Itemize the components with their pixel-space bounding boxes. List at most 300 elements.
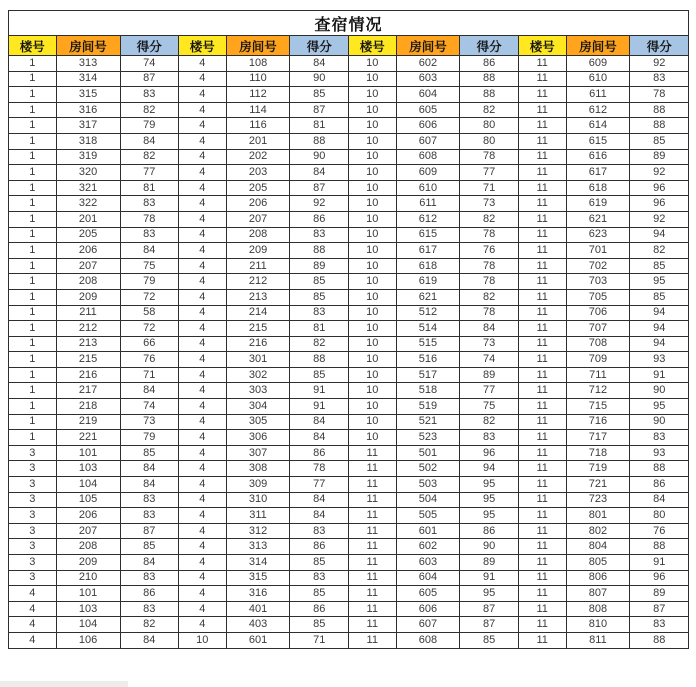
room-cell: 707 xyxy=(566,321,630,337)
score-cell: 83 xyxy=(120,492,178,508)
score-cell: 84 xyxy=(120,383,178,399)
building-cell: 11 xyxy=(518,149,566,165)
score-cell: 91 xyxy=(630,367,689,383)
room-cell: 808 xyxy=(566,601,630,617)
room-cell: 801 xyxy=(566,508,630,524)
room-cell: 307 xyxy=(226,445,290,461)
room-cell: 603 xyxy=(396,555,460,571)
score-cell: 96 xyxy=(460,445,518,461)
room-cell: 218 xyxy=(56,399,120,415)
room-cell: 603 xyxy=(396,71,460,87)
score-cell: 90 xyxy=(630,414,689,430)
building-cell: 1 xyxy=(9,321,57,337)
score-cell: 84 xyxy=(290,430,348,446)
room-cell: 810 xyxy=(566,617,630,633)
score-cell: 84 xyxy=(120,477,178,493)
score-cell: 81 xyxy=(290,118,348,134)
score-cell: 84 xyxy=(120,243,178,259)
room-cell: 209 xyxy=(226,243,290,259)
room-cell: 501 xyxy=(396,445,460,461)
room-cell: 718 xyxy=(566,445,630,461)
score-cell: 85 xyxy=(630,258,689,274)
score-cell: 76 xyxy=(630,523,689,539)
building-cell: 11 xyxy=(518,383,566,399)
building-cell: 4 xyxy=(178,352,226,368)
building-cell: 1 xyxy=(9,399,57,415)
room-cell: 502 xyxy=(396,461,460,477)
room-cell: 114 xyxy=(226,102,290,118)
score-cell: 86 xyxy=(630,477,689,493)
table-row xyxy=(9,56,689,72)
column-header-score: 得分 xyxy=(120,36,178,56)
table-row xyxy=(9,258,689,274)
room-cell: 201 xyxy=(226,133,290,149)
score-cell: 91 xyxy=(630,555,689,571)
score-cell: 94 xyxy=(630,336,689,352)
score-cell: 76 xyxy=(120,352,178,368)
building-cell: 10 xyxy=(348,399,396,415)
column-header-building: 楼号 xyxy=(348,36,396,56)
building-cell: 11 xyxy=(518,632,566,648)
building-cell: 11 xyxy=(518,258,566,274)
column-header-score: 得分 xyxy=(460,36,518,56)
score-cell: 84 xyxy=(120,461,178,477)
building-cell: 11 xyxy=(518,539,566,555)
score-cell: 91 xyxy=(460,570,518,586)
score-cell: 94 xyxy=(630,227,689,243)
room-cell: 206 xyxy=(56,243,120,259)
building-cell: 4 xyxy=(178,289,226,305)
room-cell: 216 xyxy=(226,336,290,352)
score-cell: 85 xyxy=(290,555,348,571)
building-cell: 1 xyxy=(9,367,57,383)
building-cell: 1 xyxy=(9,383,57,399)
room-cell: 221 xyxy=(56,430,120,446)
score-cell: 79 xyxy=(120,430,178,446)
room-cell: 619 xyxy=(566,196,630,212)
room-cell: 105 xyxy=(56,492,120,508)
score-cell: 85 xyxy=(290,87,348,103)
score-cell: 89 xyxy=(630,586,689,602)
score-cell: 88 xyxy=(290,243,348,259)
score-cell: 81 xyxy=(290,321,348,337)
score-cell: 83 xyxy=(120,570,178,586)
room-cell: 805 xyxy=(566,555,630,571)
building-cell: 11 xyxy=(518,586,566,602)
building-cell: 11 xyxy=(348,601,396,617)
room-cell: 617 xyxy=(566,165,630,181)
column-header-building: 楼号 xyxy=(518,36,566,56)
building-cell: 1 xyxy=(9,87,57,103)
score-cell: 82 xyxy=(120,149,178,165)
table-row xyxy=(9,383,689,399)
building-cell: 11 xyxy=(518,445,566,461)
building-cell: 10 xyxy=(348,414,396,430)
room-cell: 607 xyxy=(396,617,460,633)
table-row xyxy=(9,555,689,571)
room-cell: 606 xyxy=(396,601,460,617)
room-cell: 616 xyxy=(566,149,630,165)
room-cell: 306 xyxy=(226,430,290,446)
score-cell: 85 xyxy=(630,133,689,149)
building-cell: 10 xyxy=(178,632,226,648)
building-cell: 10 xyxy=(348,118,396,134)
room-cell: 217 xyxy=(56,383,120,399)
score-cell: 95 xyxy=(460,492,518,508)
room-cell: 602 xyxy=(396,539,460,555)
room-cell: 211 xyxy=(226,258,290,274)
room-cell: 614 xyxy=(566,118,630,134)
building-cell: 4 xyxy=(178,617,226,633)
building-cell: 11 xyxy=(518,133,566,149)
score-cell: 95 xyxy=(630,274,689,290)
building-cell: 4 xyxy=(178,555,226,571)
room-cell: 611 xyxy=(396,196,460,212)
building-cell: 10 xyxy=(348,149,396,165)
building-cell: 4 xyxy=(178,445,226,461)
building-cell: 4 xyxy=(178,383,226,399)
score-cell: 85 xyxy=(120,445,178,461)
room-cell: 312 xyxy=(226,523,290,539)
room-cell: 209 xyxy=(56,555,120,571)
room-cell: 201 xyxy=(56,211,120,227)
score-cell: 85 xyxy=(290,367,348,383)
score-cell: 85 xyxy=(290,289,348,305)
score-cell: 85 xyxy=(290,617,348,633)
building-cell: 4 xyxy=(178,508,226,524)
room-cell: 209 xyxy=(56,289,120,305)
building-cell: 10 xyxy=(348,133,396,149)
building-cell: 4 xyxy=(178,305,226,321)
building-cell: 4 xyxy=(9,601,57,617)
room-cell: 207 xyxy=(226,211,290,227)
score-cell: 92 xyxy=(630,211,689,227)
building-cell: 10 xyxy=(348,352,396,368)
column-header-room: 房间号 xyxy=(226,36,290,56)
room-cell: 207 xyxy=(56,523,120,539)
room-cell: 101 xyxy=(56,586,120,602)
score-cell: 92 xyxy=(630,165,689,181)
score-cell: 85 xyxy=(460,632,518,648)
building-cell: 3 xyxy=(9,492,57,508)
score-cell: 89 xyxy=(630,149,689,165)
score-cell: 79 xyxy=(120,118,178,134)
room-cell: 211 xyxy=(56,305,120,321)
score-cell: 87 xyxy=(630,601,689,617)
header-row xyxy=(9,36,689,56)
room-cell: 215 xyxy=(226,321,290,337)
room-cell: 322 xyxy=(56,196,120,212)
room-cell: 315 xyxy=(56,87,120,103)
score-cell: 95 xyxy=(460,586,518,602)
score-cell: 72 xyxy=(120,321,178,337)
building-cell: 4 xyxy=(9,586,57,602)
table-row xyxy=(9,352,689,368)
score-cell: 78 xyxy=(460,305,518,321)
score-cell: 92 xyxy=(290,196,348,212)
building-cell: 10 xyxy=(348,227,396,243)
score-cell: 86 xyxy=(290,601,348,617)
building-cell: 1 xyxy=(9,180,57,196)
building-cell: 11 xyxy=(518,492,566,508)
column-header-room: 房间号 xyxy=(56,36,120,56)
table-row xyxy=(9,617,689,633)
score-cell: 84 xyxy=(630,492,689,508)
building-cell: 1 xyxy=(9,196,57,212)
room-cell: 219 xyxy=(56,414,120,430)
room-cell: 518 xyxy=(396,383,460,399)
score-cell: 86 xyxy=(460,56,518,72)
score-cell: 83 xyxy=(120,196,178,212)
column-header-score: 得分 xyxy=(630,36,689,56)
building-cell: 4 xyxy=(178,321,226,337)
score-cell: 94 xyxy=(630,305,689,321)
room-cell: 605 xyxy=(396,586,460,602)
score-cell: 88 xyxy=(460,87,518,103)
room-cell: 612 xyxy=(566,102,630,118)
building-cell: 11 xyxy=(518,508,566,524)
room-cell: 309 xyxy=(226,477,290,493)
column-header-room: 房间号 xyxy=(566,36,630,56)
room-cell: 208 xyxy=(56,274,120,290)
building-cell: 4 xyxy=(178,523,226,539)
building-cell: 1 xyxy=(9,149,57,165)
building-cell: 11 xyxy=(348,586,396,602)
score-cell: 83 xyxy=(630,71,689,87)
building-cell: 11 xyxy=(518,289,566,305)
building-cell: 4 xyxy=(178,570,226,586)
score-cell: 91 xyxy=(290,399,348,415)
score-cell: 80 xyxy=(460,118,518,134)
building-cell: 3 xyxy=(9,461,57,477)
score-cell: 87 xyxy=(290,102,348,118)
room-cell: 706 xyxy=(566,305,630,321)
score-cell: 78 xyxy=(630,87,689,103)
room-cell: 106 xyxy=(56,632,120,648)
room-cell: 215 xyxy=(56,352,120,368)
building-cell: 11 xyxy=(518,430,566,446)
room-cell: 505 xyxy=(396,508,460,524)
table-row xyxy=(9,445,689,461)
room-cell: 717 xyxy=(566,430,630,446)
score-cell: 58 xyxy=(120,305,178,321)
building-cell: 11 xyxy=(518,274,566,290)
table-row xyxy=(9,399,689,415)
building-cell: 3 xyxy=(9,477,57,493)
score-cell: 96 xyxy=(630,570,689,586)
room-cell: 214 xyxy=(226,305,290,321)
room-cell: 604 xyxy=(396,87,460,103)
room-cell: 702 xyxy=(566,258,630,274)
building-cell: 11 xyxy=(518,87,566,103)
score-cell: 88 xyxy=(630,102,689,118)
score-cell: 88 xyxy=(630,539,689,555)
table-row xyxy=(9,274,689,290)
room-cell: 205 xyxy=(226,180,290,196)
score-cell: 90 xyxy=(290,149,348,165)
building-cell: 11 xyxy=(518,102,566,118)
building-cell: 11 xyxy=(348,523,396,539)
score-cell: 73 xyxy=(460,336,518,352)
score-cell: 74 xyxy=(460,352,518,368)
score-cell: 76 xyxy=(460,243,518,259)
room-cell: 302 xyxy=(226,367,290,383)
score-cell: 90 xyxy=(630,383,689,399)
building-cell: 1 xyxy=(9,56,57,72)
building-cell: 1 xyxy=(9,71,57,87)
score-cell: 83 xyxy=(120,227,178,243)
score-cell: 86 xyxy=(290,539,348,555)
building-cell: 3 xyxy=(9,570,57,586)
room-cell: 621 xyxy=(396,289,460,305)
table-row xyxy=(9,477,689,493)
room-cell: 711 xyxy=(566,367,630,383)
building-cell: 10 xyxy=(348,196,396,212)
room-cell: 617 xyxy=(396,243,460,259)
score-cell: 93 xyxy=(630,352,689,368)
column-header-building: 楼号 xyxy=(9,36,57,56)
building-cell: 4 xyxy=(178,586,226,602)
score-cell: 84 xyxy=(290,56,348,72)
room-cell: 716 xyxy=(566,414,630,430)
building-cell: 10 xyxy=(348,289,396,305)
building-cell: 1 xyxy=(9,336,57,352)
room-cell: 207 xyxy=(56,258,120,274)
room-cell: 703 xyxy=(566,274,630,290)
building-cell: 4 xyxy=(178,430,226,446)
room-cell: 701 xyxy=(566,243,630,259)
room-cell: 608 xyxy=(396,149,460,165)
score-cell: 85 xyxy=(120,539,178,555)
building-cell: 4 xyxy=(178,149,226,165)
building-cell: 4 xyxy=(9,632,57,648)
score-cell: 83 xyxy=(120,87,178,103)
room-cell: 304 xyxy=(226,399,290,415)
scrollbar-artifact xyxy=(0,681,128,687)
table-row xyxy=(9,492,689,508)
room-cell: 705 xyxy=(566,289,630,305)
table-row xyxy=(9,211,689,227)
building-cell: 10 xyxy=(348,430,396,446)
table-row xyxy=(9,87,689,103)
score-cell: 95 xyxy=(460,477,518,493)
room-cell: 504 xyxy=(396,492,460,508)
score-cell: 78 xyxy=(290,461,348,477)
building-cell: 4 xyxy=(178,414,226,430)
page-title: 查宿情况 xyxy=(9,11,689,36)
building-cell: 1 xyxy=(9,430,57,446)
room-cell: 403 xyxy=(226,617,290,633)
room-cell: 621 xyxy=(566,211,630,227)
room-cell: 719 xyxy=(566,461,630,477)
score-cell: 81 xyxy=(120,180,178,196)
table-row xyxy=(9,196,689,212)
table-row xyxy=(9,305,689,321)
table-row xyxy=(9,243,689,259)
building-cell: 4 xyxy=(178,196,226,212)
table-row xyxy=(9,227,689,243)
room-cell: 802 xyxy=(566,523,630,539)
table-row xyxy=(9,165,689,181)
building-cell: 10 xyxy=(348,258,396,274)
building-cell: 11 xyxy=(518,352,566,368)
table-row xyxy=(9,601,689,617)
building-cell: 4 xyxy=(178,71,226,87)
room-cell: 208 xyxy=(56,539,120,555)
room-cell: 712 xyxy=(566,383,630,399)
building-cell: 11 xyxy=(518,399,566,415)
score-cell: 95 xyxy=(460,508,518,524)
room-cell: 216 xyxy=(56,367,120,383)
table-row xyxy=(9,102,689,118)
room-cell: 609 xyxy=(396,165,460,181)
room-cell: 210 xyxy=(56,570,120,586)
room-cell: 612 xyxy=(396,211,460,227)
table-row xyxy=(9,430,689,446)
building-cell: 10 xyxy=(348,383,396,399)
room-cell: 517 xyxy=(396,367,460,383)
room-cell: 313 xyxy=(226,539,290,555)
score-cell: 72 xyxy=(120,289,178,305)
table-row xyxy=(9,336,689,352)
building-cell: 4 xyxy=(178,274,226,290)
room-cell: 315 xyxy=(226,570,290,586)
building-cell: 3 xyxy=(9,539,57,555)
room-cell: 320 xyxy=(56,165,120,181)
building-cell: 11 xyxy=(518,180,566,196)
room-cell: 804 xyxy=(566,539,630,555)
building-cell: 11 xyxy=(518,211,566,227)
building-cell: 11 xyxy=(348,508,396,524)
building-cell: 4 xyxy=(178,399,226,415)
score-cell: 88 xyxy=(290,133,348,149)
room-cell: 213 xyxy=(56,336,120,352)
title-row xyxy=(9,11,689,36)
room-cell: 618 xyxy=(566,180,630,196)
dorm-inspection-table xyxy=(8,10,689,649)
score-cell: 89 xyxy=(460,555,518,571)
building-cell: 4 xyxy=(178,477,226,493)
score-cell: 85 xyxy=(290,274,348,290)
building-cell: 11 xyxy=(518,118,566,134)
score-cell: 88 xyxy=(630,632,689,648)
score-cell: 91 xyxy=(290,383,348,399)
room-cell: 605 xyxy=(396,102,460,118)
building-cell: 11 xyxy=(518,414,566,430)
table-row xyxy=(9,632,689,648)
building-cell: 10 xyxy=(348,305,396,321)
score-cell: 82 xyxy=(120,102,178,118)
table-row xyxy=(9,508,689,524)
score-cell: 88 xyxy=(290,352,348,368)
building-cell: 11 xyxy=(518,56,566,72)
room-cell: 512 xyxy=(396,305,460,321)
score-cell: 88 xyxy=(630,118,689,134)
room-cell: 723 xyxy=(566,492,630,508)
score-cell: 85 xyxy=(290,586,348,602)
table-row xyxy=(9,321,689,337)
table-row xyxy=(9,367,689,383)
score-cell: 94 xyxy=(630,321,689,337)
score-cell: 78 xyxy=(460,149,518,165)
building-cell: 1 xyxy=(9,289,57,305)
score-cell: 74 xyxy=(120,56,178,72)
room-cell: 618 xyxy=(396,258,460,274)
score-cell: 78 xyxy=(460,227,518,243)
column-header-building: 楼号 xyxy=(178,36,226,56)
room-cell: 213 xyxy=(226,289,290,305)
building-cell: 3 xyxy=(9,445,57,461)
